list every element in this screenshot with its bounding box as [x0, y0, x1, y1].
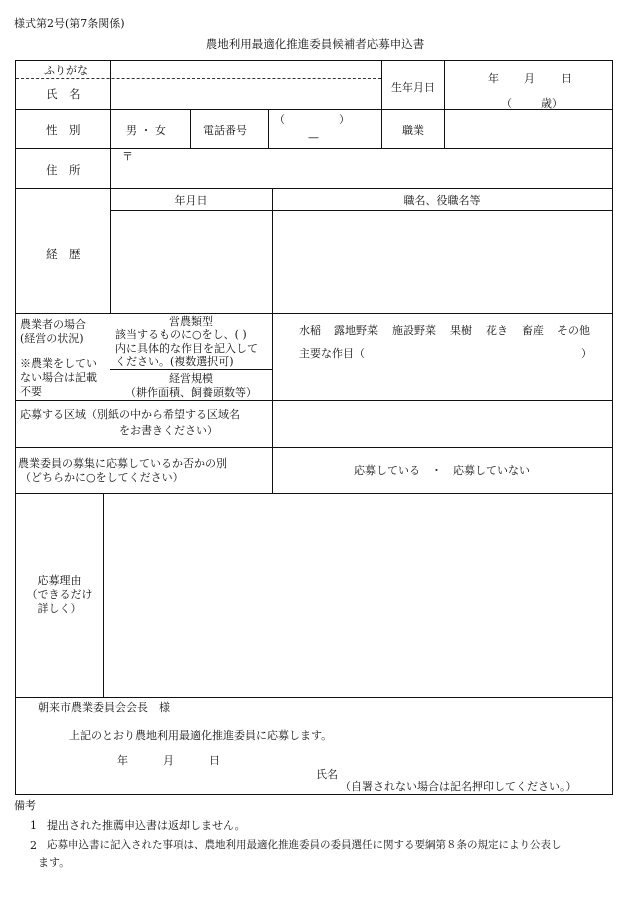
- reason-label-3: 詳しく）: [37, 602, 82, 615]
- age-open: （: [501, 97, 512, 110]
- committee-label-1: 農業委員の募集に応募しているか否かの別: [18, 457, 227, 470]
- phone-paren-open: （: [274, 113, 285, 126]
- committee-label-2: （どちらかに○をしてください）: [20, 471, 184, 484]
- crop-option[interactable]: 花き: [486, 324, 508, 337]
- crop-option[interactable]: 施設野菜: [392, 324, 436, 337]
- note-1-number: 1: [30, 819, 37, 832]
- declaration-year: 年: [117, 754, 128, 767]
- farmer-note-1: ※農業をしてい: [20, 357, 97, 370]
- career-col-position: 職名、役職名等: [403, 194, 481, 207]
- type-instruction-3: ください。(複数選択可): [115, 355, 234, 368]
- name-label: 氏 名: [46, 87, 81, 101]
- type-instruction-2: 内に具体的な作目を記入して: [115, 342, 258, 355]
- type-title: 営農類型: [169, 315, 213, 328]
- career-label: 経 歴: [46, 247, 81, 261]
- age-close: 歳）: [541, 97, 563, 110]
- crop-option[interactable]: 水稲: [299, 324, 321, 337]
- birth-day: 日: [561, 72, 572, 85]
- note-1-text: 提出された推薦申込書は返却しません。: [47, 819, 246, 832]
- furigana-label: ふりがな: [44, 64, 88, 77]
- phone-paren-close: ）: [339, 113, 350, 126]
- form-number: 様式第2号(第7条関係): [14, 17, 125, 30]
- crop-option[interactable]: 露地野菜: [334, 324, 378, 337]
- main-crop-close: ）: [581, 347, 592, 360]
- crop-option[interactable]: 畜産: [522, 324, 544, 337]
- scale-subtitle: （耕作面積、飼養頭数等）: [125, 386, 257, 399]
- gender-label: 性 別: [46, 123, 81, 137]
- reason-label-1: 応募理由: [37, 574, 82, 587]
- crop-option[interactable]: 果樹: [450, 324, 472, 337]
- note-2-text-2: ます。: [38, 856, 71, 869]
- declaration-month: 月: [163, 754, 174, 767]
- furigana-divider: [16, 78, 381, 79]
- gender-options[interactable]: 男 ・ 女: [126, 124, 166, 137]
- note-2-text-1: 応募申込書に記入された事項は、農地利用最適化推進委員の委員選任に関する要綱第８条の規定により公表し: [47, 839, 562, 851]
- phone-label: 電話番号: [203, 124, 247, 137]
- birthdate-label: 生年月日: [391, 81, 435, 94]
- main-crop-label: 主要な作目（: [299, 347, 365, 360]
- area-label-2: をお書きください）: [119, 424, 218, 437]
- birth-month: 月: [524, 72, 535, 85]
- note-2-number: 2: [30, 839, 37, 852]
- addressee: 朝来市農業委員会会長 様: [38, 701, 170, 714]
- address-label: 住 所: [46, 163, 81, 177]
- farmer-note-3: 不要: [20, 385, 42, 398]
- declaration-day: 日: [209, 754, 220, 767]
- farmer-note-2: ない場合は記載: [20, 371, 97, 384]
- reason-input-area[interactable]: [104, 494, 611, 696]
- phone-dash: —: [308, 131, 319, 144]
- reason-label-2: （できるだけ: [26, 588, 93, 601]
- occupation-label: 職業: [402, 124, 424, 137]
- farmer-label-2: (経営の状況): [20, 332, 84, 345]
- scale-title: 経営規模: [169, 372, 213, 385]
- seal-note: （自署されない場合は記名押印してください。）: [340, 780, 577, 793]
- postal-mark: 〒: [122, 150, 133, 163]
- application-form: [15, 60, 613, 795]
- declaration-statement: 上記のとおり農地利用最適化推進委員に応募します。: [69, 729, 333, 742]
- notes-title: 備考: [14, 799, 36, 812]
- career-col-date: 年月日: [174, 194, 208, 207]
- farmer-label-1: 農業者の場合: [20, 318, 86, 331]
- birth-year: 年: [488, 72, 499, 85]
- type-instruction-1: 該当するものに○をし、( ): [115, 328, 247, 341]
- crop-option[interactable]: その他: [557, 324, 590, 337]
- area-label-1: 応募する区域（別紙の中から希望する区域名: [20, 408, 240, 421]
- signer-label: 氏名: [316, 768, 338, 781]
- committee-options[interactable]: 応募している ・ 応募していない: [354, 464, 530, 477]
- form-title: 農地利用最適化推進委員候補者応募申込書: [205, 37, 425, 51]
